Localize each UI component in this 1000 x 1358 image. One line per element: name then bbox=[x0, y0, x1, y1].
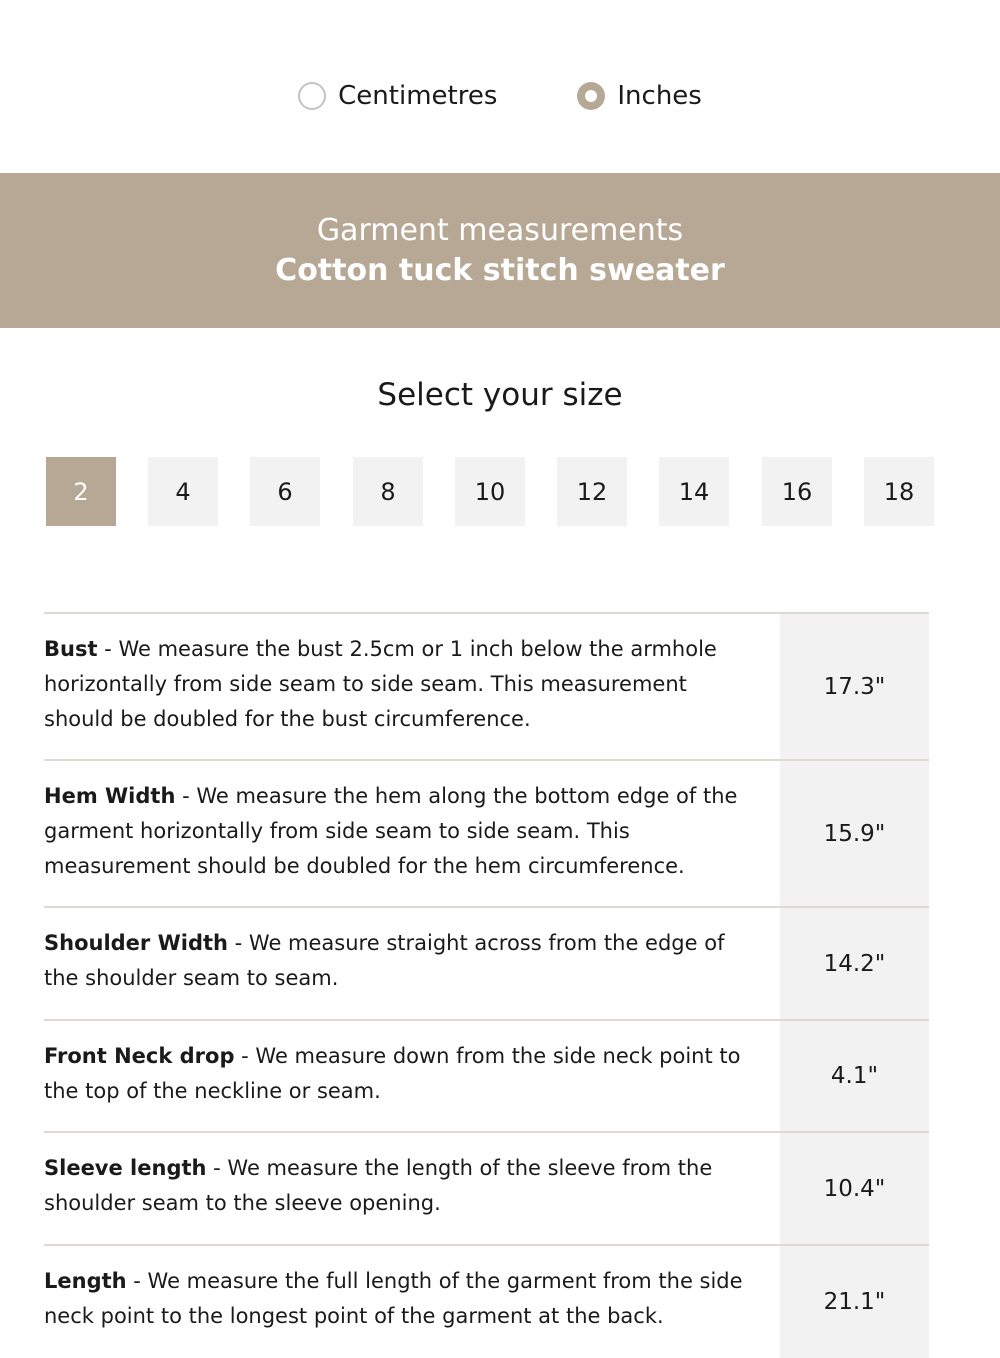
table-row bbox=[44, 908, 929, 1021]
measurement-term: Length bbox=[44, 1269, 127, 1293]
measurement-value: 15.9" bbox=[780, 761, 929, 906]
size-button-4[interactable]: 4 bbox=[148, 457, 218, 526]
measurement-value: 14.2" bbox=[780, 908, 929, 1019]
measurement-text: We measure the length of the sleeve from the shoulder seam to the sleeve opening. bbox=[44, 1156, 713, 1215]
measurement-description: Sleeve length - We measure the length of the sleeve from the shoulder seam to the sleeve opening. bbox=[44, 1156, 713, 1215]
measurement-description: Front Neck drop - We measure down from the side neck point to the top of the neckline or seam. bbox=[44, 1044, 741, 1103]
table-row bbox=[44, 1133, 929, 1246]
size-button-2[interactable]: 2 bbox=[46, 457, 116, 526]
measurement-text: We measure the full length of the garment from the side neck point to the longest point of the garment at the back. bbox=[44, 1269, 743, 1328]
measurement-value: 17.3" bbox=[780, 614, 929, 759]
size-button-6[interactable]: 6 bbox=[250, 457, 320, 526]
measurement-text: We measure the bust 2.5cm or 1 inch below the armhole horizontally from side seam to side seam. This measurement should be doubled for the bust circumference. bbox=[44, 637, 717, 731]
unit-label-centimetres: Centimetres bbox=[338, 81, 498, 111]
banner-product-name: Cotton tuck stitch sweater bbox=[275, 252, 725, 288]
measurement-text: We measure down from the side neck point to the top of the neckline or seam. bbox=[44, 1044, 741, 1103]
measurement-description: Length - We measure the full length of the garment from the side neck point to the longest point of the garment at the back. bbox=[44, 1269, 743, 1328]
unit-toggle bbox=[0, 72, 1000, 120]
unit-option-inches[interactable] bbox=[577, 81, 701, 111]
measurement-description: Hem Width - We measure the hem along the bottom edge of the garment horizontally from side seam to side seam. This measurement should be doubled for the hem circumference. bbox=[44, 784, 738, 878]
garment-banner bbox=[0, 173, 1000, 328]
radio-selected-icon[interactable] bbox=[577, 82, 605, 110]
measurement-term: Hem Width bbox=[44, 784, 176, 808]
table-row bbox=[44, 1246, 929, 1358]
measurement-value: 4.1" bbox=[780, 1021, 929, 1131]
table-row bbox=[44, 1021, 929, 1133]
radio-unselected-icon[interactable] bbox=[298, 82, 326, 110]
measurement-term: Sleeve length bbox=[44, 1156, 207, 1180]
size-button-8[interactable]: 8 bbox=[353, 457, 423, 526]
select-size-title: Select your size bbox=[377, 377, 623, 413]
measurement-text: We measure straight across from the edge of the shoulder seam to seam. bbox=[44, 931, 725, 990]
measurement-text: We measure the hem along the bottom edge of the garment horizontally from side seam to side seam. This measurement should be doubled for the hem circumference. bbox=[44, 784, 738, 878]
measurement-description: Bust - We measure the bust 2.5cm or 1 inch below the armhole horizontally from side seam to side seam. This measurement should be doubled for the bust circumference. bbox=[44, 637, 717, 731]
measurement-term: Shoulder Width bbox=[44, 931, 228, 955]
size-selector bbox=[46, 457, 934, 526]
measurement-description: Shoulder Width - We measure straight across from the edge of the shoulder seam to seam. bbox=[44, 931, 725, 990]
table-row bbox=[44, 614, 929, 761]
measurement-term: Front Neck drop bbox=[44, 1044, 235, 1068]
unit-label-inches: Inches bbox=[617, 81, 702, 111]
measurement-value: 10.4" bbox=[780, 1133, 929, 1244]
size-button-18[interactable]: 18 bbox=[864, 457, 934, 526]
table-row bbox=[44, 761, 929, 908]
measurement-term: Bust bbox=[44, 637, 98, 661]
unit-option-centimetres[interactable] bbox=[298, 81, 497, 111]
size-button-12[interactable]: 12 bbox=[557, 457, 627, 526]
measurements-table bbox=[44, 612, 929, 1358]
measurement-value: 21.1" bbox=[780, 1246, 929, 1358]
size-button-14[interactable]: 14 bbox=[659, 457, 729, 526]
size-button-10[interactable]: 10 bbox=[455, 457, 525, 526]
size-button-16[interactable]: 16 bbox=[762, 457, 832, 526]
banner-heading: Garment measurements bbox=[316, 212, 684, 248]
